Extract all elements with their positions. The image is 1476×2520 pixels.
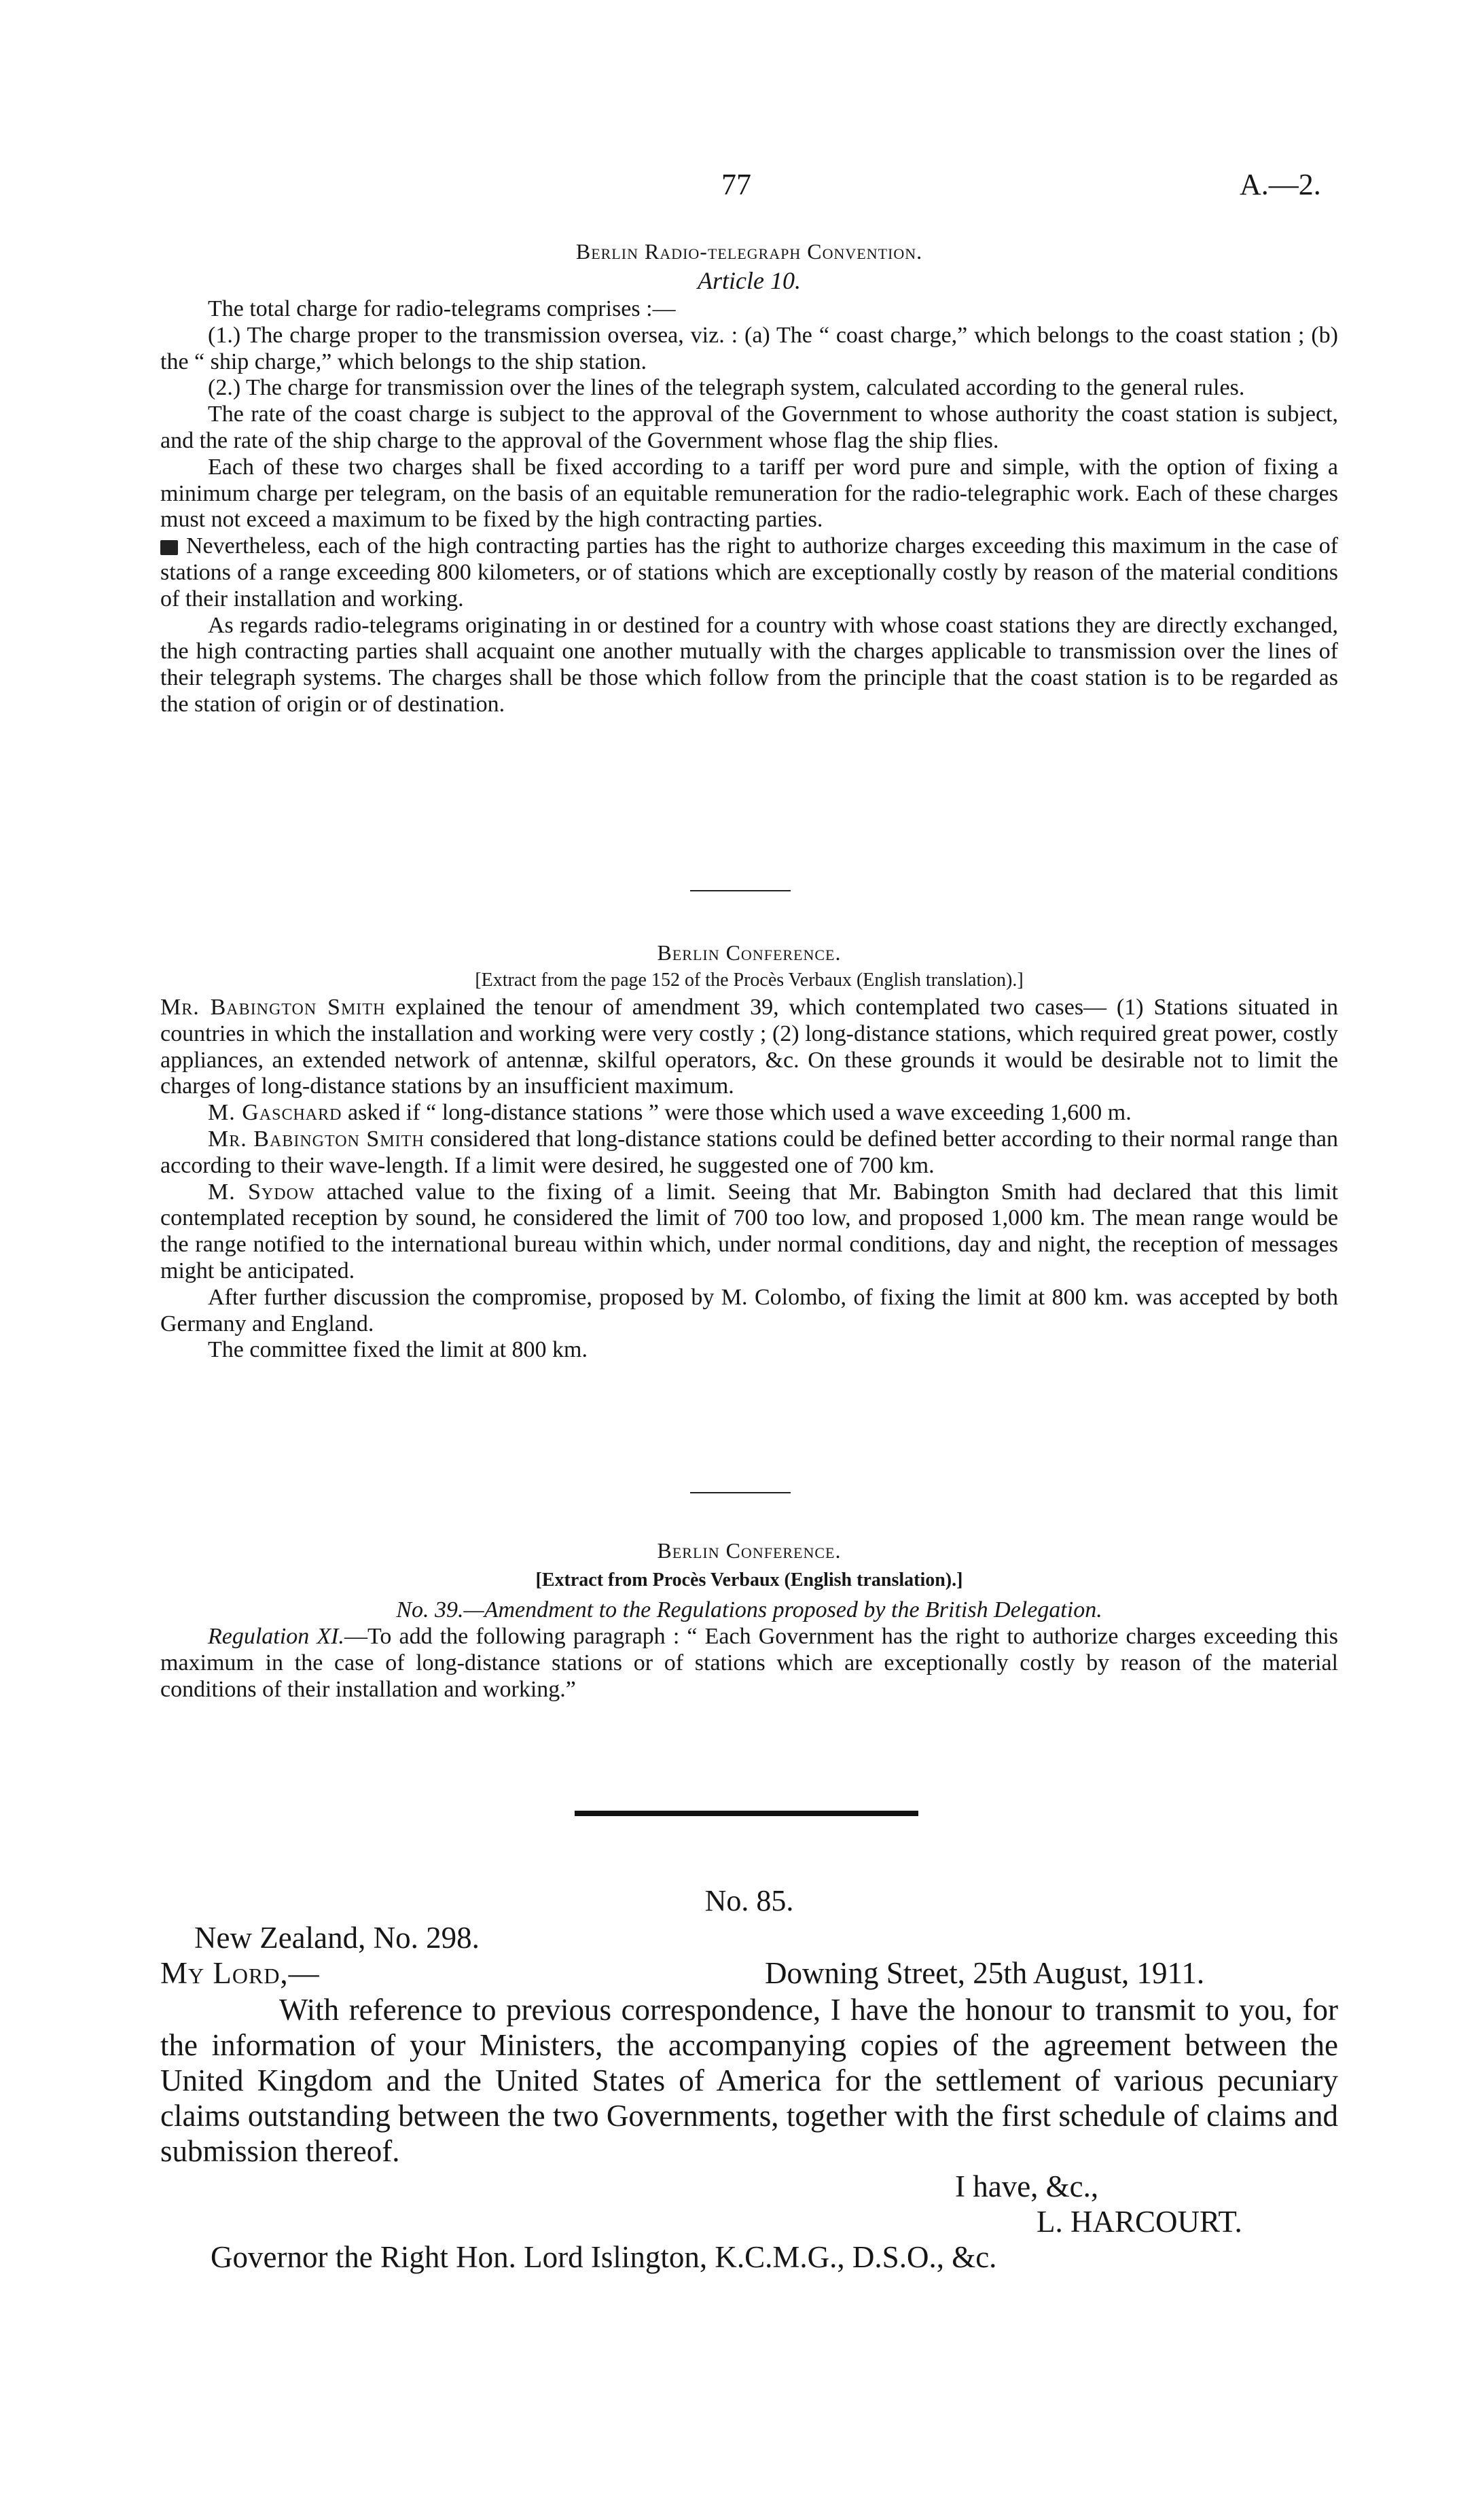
regulation-paragraph [160, 1624, 1338, 1703]
minutes-text: considered that long-distance stations could be defined better according to their normal range than according to their wave-length. If a limit were desired, he suggested one of 700 km. [160, 1126, 1338, 1178]
convention-paragraph: (1.) The charge proper to the transmission oversea, viz. : (a) The “ coast charge,” which belongs to the coast station ; (b) the “ ship charge,” which belongs to the ship station. [160, 322, 1338, 374]
letter-reference: New Zealand, No. 298. [194, 1921, 480, 1955]
speaker-name: M. Gaschard [208, 1100, 342, 1126]
convention-title: Berlin Radio-telegraph Convention. [575, 239, 923, 264]
minutes-paragraph [160, 1126, 1338, 1179]
convention-paragraph: As regards radio-telegrams originating in or destined for a country with whose coast stations they are directly exchanged, the high contracting parties shall acquaint one another mutually with the charges applicable to transmission over the lines of their telegraph systems. The charges shall be those which follow from the principle that the coast station is to be regarded as the station of origin or of destination. [160, 612, 1338, 717]
salutation-line [160, 1955, 1338, 1992]
heavy-divider [575, 1811, 918, 1816]
minutes-text: explained the tenour of amendment 39, which contemplated two cases— (1) Stations situated in countries in which the installation and working were very costly ; (2) long-distance stations, which required great power, costly appliances, an extended network of antennæ, skilful operators, &c. On these grounds it would be desirable not to limit the charges of long-distance stations by an insufficient maximum. [160, 995, 1338, 1099]
minutes-text: The committee fixed the limit at 800 km. [208, 1337, 588, 1363]
letter-signature: L. HARCOURT. [1037, 2205, 1242, 2239]
place-date: Downing Street, 25th August, 1911. [765, 1956, 1205, 1990]
convention-paragraph-marked [160, 533, 1338, 612]
letter-number: No. 85. [704, 1884, 794, 1917]
minutes-paragraph [160, 1100, 1338, 1126]
minutes-text: asked if “ long-distance stations ” were those which used a wave exceeding 1,600 m. [342, 1100, 1132, 1126]
printer-mark-icon [160, 540, 178, 555]
minutes-text: After further discussion the compromise, proposed by M. Colombo, of fixing the limit at 800 km. was accepted by both Germany and England. [160, 1284, 1338, 1336]
convention-paragraph: Each of these two charges shall be fixed according to a tariff per word pure and simple, with the option of fixing a minimum charge per telegram, on the basis of an equitable remuneration for the radio-telegraphic work. Each of these charges must not exceed a maximum to be fixed by the high contracting parties. [160, 454, 1338, 533]
speaker-name: M. Sydow [208, 1179, 315, 1205]
page-number: 77 [721, 168, 751, 201]
letter-addressee: Governor the Right Hon. Lord Islington, K.C.M.G., D.S.O., &c. [211, 2240, 997, 2274]
convention-paragraph: The rate of the coast charge is subject to the approval of the Government to whose authority the coast station is subject, and the rate of the ship charge to the approval of the Government whose flag the ship flies. [160, 402, 1338, 453]
regulation-text: —To add the following paragraph : “ Each Government has the right to authorize charges exceeding this maximum in the case of long-distance stations or of stations which are exceptionally costly by reason of the material conditions of their installation and working.” [160, 1624, 1338, 1702]
convention-paragraph-text: Nevertheless, each of the high contracting parties has the right to authorize charges exceeding this maximum in the case of stations of a range exceeding 800 kilometers, or of stations which are exceptionally costly by reason of the material conditions of their installation and working. [160, 533, 1338, 611]
convention-section [160, 238, 1338, 718]
conference-title: Berlin Conference. [657, 940, 842, 965]
regulation-label: Regulation XI. [208, 1624, 344, 1649]
convention-paragraph: The total charge for radio-telegrams comprises :— [208, 296, 676, 321]
conference-title: Berlin Conference. [657, 1538, 842, 1563]
letter-closing: I have, &c., [955, 2169, 1099, 2203]
speaker-name: Mr. Babington Smith [160, 995, 386, 1020]
conference-extract-2 [160, 1537, 1338, 1703]
article-heading: Article 10. [698, 267, 801, 294]
minutes-paragraph [160, 995, 1338, 1100]
letter-section [160, 1882, 1338, 2275]
series-number: A.—2. [1240, 168, 1321, 201]
convention-paragraph: (2.) The charge for transmission over the lines of the telegraph system, calculated according to the general rules. [208, 375, 1245, 401]
section-divider [690, 1492, 791, 1493]
minutes-paragraph [160, 1337, 1338, 1364]
minutes-paragraph [160, 1285, 1338, 1338]
amendment-heading: No. 39.—Amendment to the Regulations proposed by the British Delegation. [396, 1597, 1102, 1622]
extract-note: [Extract from the page 152 of the Procès Verbaux (English translation).] [475, 970, 1024, 991]
extract-note: [Extract from Procès Verbaux (English translation).] [535, 1569, 963, 1591]
minutes-text: attached value to the fixing of a limit. Seeing that Mr. Babington Smith had declared that this limit contemplated reception by sound, he considered the limit of 700 too low, and proposed 1,000 km. The mean range would be the range notified to the international bureau within which, under normal conditions, day and night, the reception of messages might be anticipated. [160, 1179, 1338, 1283]
salutation: My Lord,— [160, 1956, 320, 1990]
section-divider [690, 890, 791, 891]
minutes-paragraph [160, 1179, 1338, 1285]
conference-extract-1 [160, 939, 1338, 1364]
speaker-name: Mr. Babington Smith [208, 1126, 425, 1152]
letter-body: With reference to previous correspondence, I have the honour to transmit to you, for the information of your Ministers, the accompanying copies of the agreement between the United Kingdom and the United States of America for the settlement of various pecuniary claims outstanding between the two Governments, together with the first schedule of claims and submission thereof. [160, 1993, 1338, 2168]
